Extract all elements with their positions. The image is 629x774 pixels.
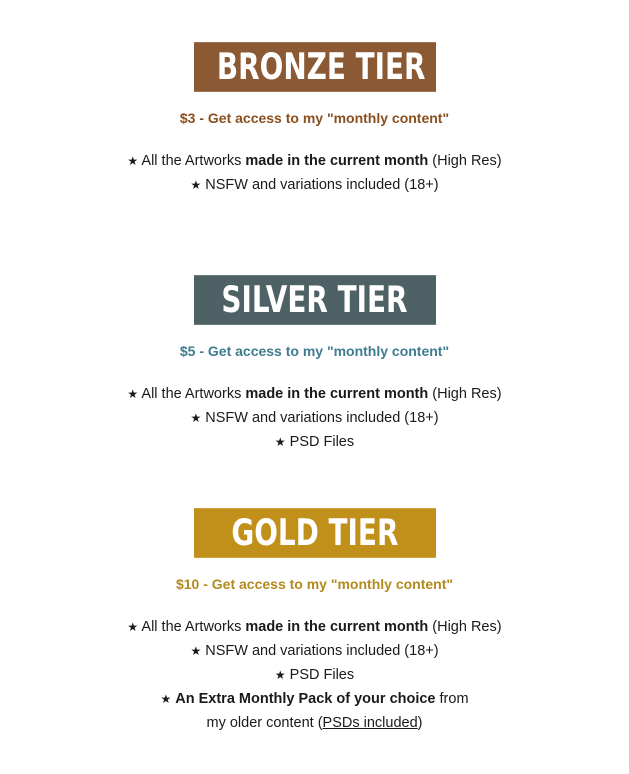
- feature-line: ★ All the Artworks made in the current month (High Res): [127, 153, 502, 169]
- silver-tier-price: $5 - Get access to my "monthly content": [179, 343, 450, 359]
- feature-line: ★ NSFW and variations included (18+): [190, 643, 439, 659]
- bronze-tier-price: $3 - Get access to my "monthly content": [179, 110, 450, 126]
- star-icon: ★: [190, 411, 202, 425]
- star-icon: ★: [190, 644, 202, 658]
- silver-tier-title: SILVER TIER: [221, 278, 408, 322]
- bronze-tier-section: [0, 44, 629, 197]
- bronze-tier-banner: [194, 42, 436, 92]
- star-icon: ★: [274, 668, 286, 682]
- silver-tier-section: [0, 277, 629, 454]
- feature-line: ★ PSD Files: [274, 434, 355, 450]
- star-icon: ★: [127, 620, 139, 634]
- star-icon: ★: [190, 178, 202, 192]
- star-icon: ★: [127, 387, 139, 401]
- star-icon: ★: [274, 435, 286, 449]
- feature-line: ★ PSD Files: [274, 667, 355, 683]
- gold-tier-banner: [194, 508, 436, 558]
- star-icon: ★: [160, 692, 172, 706]
- feature-line: ★ NSFW and variations included (18+): [190, 410, 439, 426]
- gold-tier-features: [0, 615, 629, 735]
- psds-included-link[interactable]: PSDs included: [322, 715, 418, 731]
- gold-tier-section: [0, 510, 629, 735]
- bronze-tier-title: BRONZE TIER: [216, 45, 426, 89]
- feature-line: ★ An Extra Monthly Pack of your choice from: [160, 691, 469, 707]
- gold-tier-title: GOLD TIER: [230, 511, 399, 555]
- feature-line: ★ All the Artworks made in the current month (High Res): [127, 386, 502, 402]
- bronze-tier-features: [0, 149, 629, 197]
- feature-line: my older content (PSDs included): [206, 715, 423, 731]
- feature-line: ★ NSFW and variations included (18+): [190, 177, 439, 193]
- silver-tier-banner: [194, 275, 436, 325]
- feature-line: ★ All the Artworks made in the current month (High Res): [127, 619, 502, 635]
- gold-tier-price: $10 - Get access to my "monthly content": [175, 576, 454, 592]
- star-icon: ★: [127, 154, 139, 168]
- silver-tier-features: [0, 382, 629, 454]
